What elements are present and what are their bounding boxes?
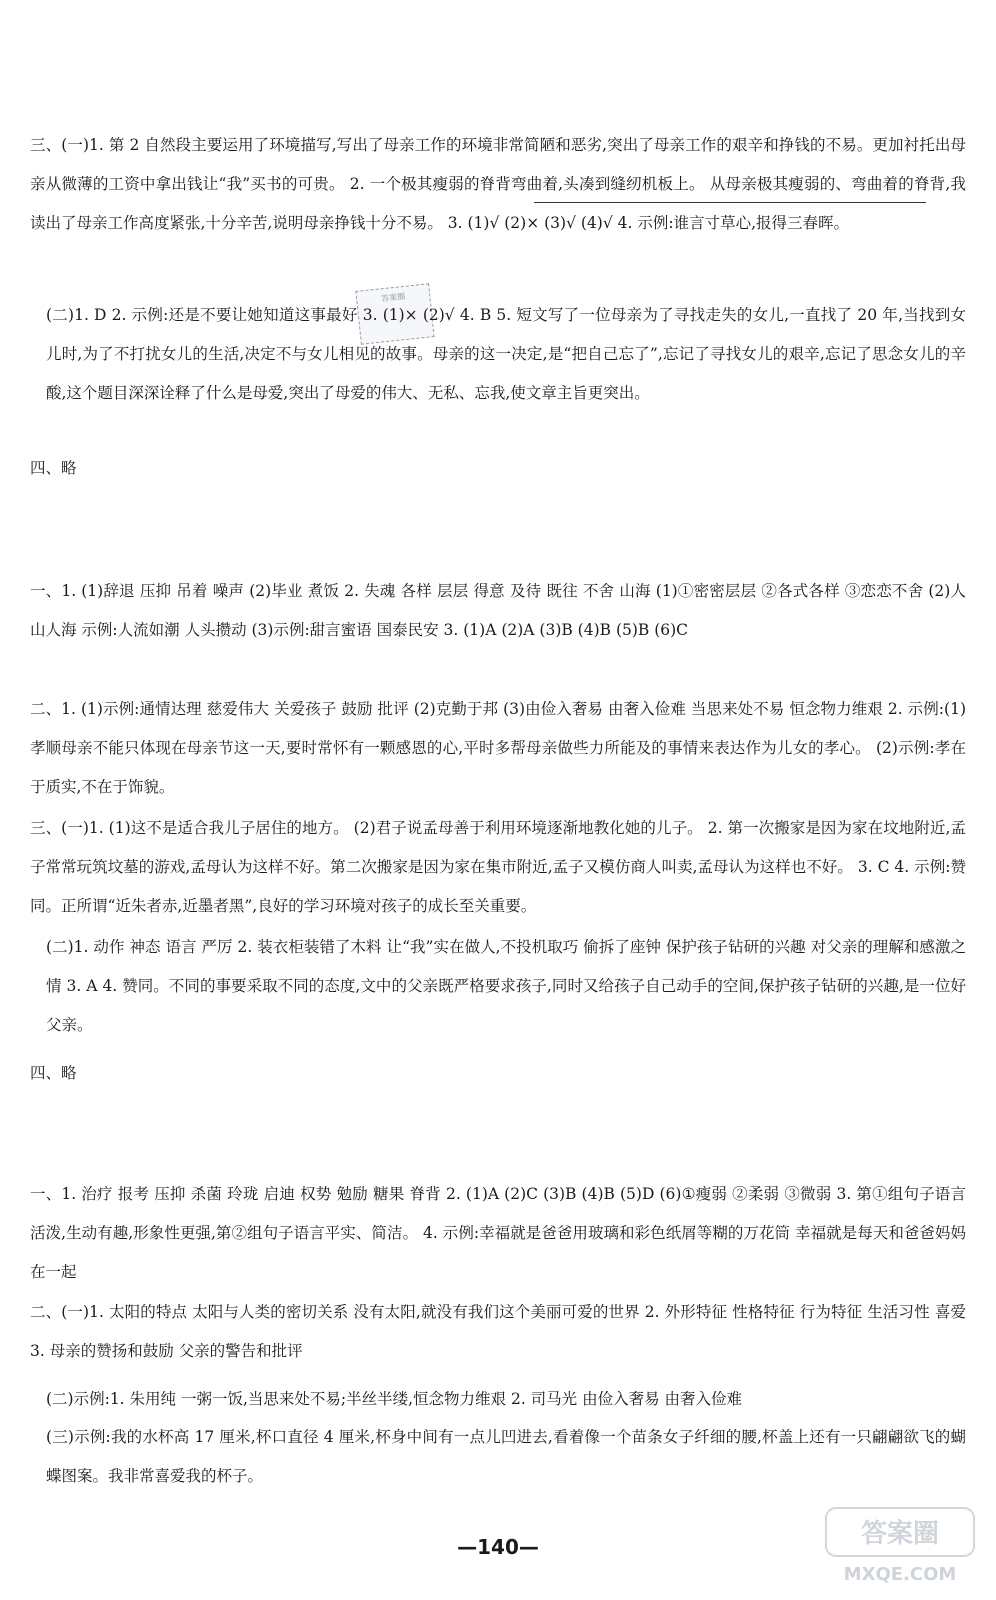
s3-p4: (三)示例:我的水杯高 17 厘米,杯口直径 4 厘米,杯身中间有一点儿凹进去,看着像一个苗条女子纤细的腰,杯盖上还有一只翩翩欲飞的蝴蝶图案。我非常喜爱我的杯子。	[46, 1428, 966, 1485]
s3-p2: 二、(一)1. 太阳的特点 太阳与人类的密切关系 没有太阳,就没有我们这个美丽可爱的世界 2. 外形特征 性格特征 行为特征 生活习性 喜爱 3. 母亲的赞扬和鼓励 父亲的警告和批评	[30, 1303, 966, 1360]
underline-answer	[534, 202, 926, 203]
watermark-sub: MXQE.COM	[843, 1564, 957, 1585]
s1-p1: 三、(一)1. 第 2 自然段主要运用了环境描写,写出了母亲工作的环境非常简陋和恶劣,突出了母亲工作的艰辛和挣钱的不易。更加衬托出母亲从微薄的工资中拿出钱让“我”买书的可贵。 2. 一个极其瘦弱的脊背弯曲着,头凑到缝纫机板上。 从母亲极其瘦弱的、弯曲着的脊背,我读出了母亲工作高度紧张,十分辛苦,说明母亲挣钱十分不易。 3. (1)√ (2)× (3)√ (4)√ 4. 示例:谁言寸草心,报得三春晖。	[30, 136, 966, 232]
watermark-logo	[820, 1500, 980, 1590]
s2-p4: (二)1. 动作 神态 语言 严厉 2. 装衣柜装错了木料 让“我”实在做人,不投机取巧 偷拆了座钟 保护孩子钻研的兴趣 对父亲的理解和感激之情 3. A 4. 赞同。不同的事要采取不同的态度,文中的父亲既严格要求孩子,同时又给孩子自己动手的空间,保护孩子钻研的兴趣,是一位好父亲。	[46, 938, 966, 1034]
s1-p3: 四、略	[30, 459, 77, 477]
s2-p2: 二、1. (1)示例:通情达理 慈爱伟大 关爱孩子 鼓励 批评 (2)克勤于邦 (3)由俭入奢易 由奢入俭难 当思来处不易 恒念物力维艰 2. 示例:(1)孝顺母亲不能只体现在母亲节这一天,要时常怀有一颗感恩的心,平时多帮母亲做些力所能及的事情来表达作为儿女的孝心。 (2)示例:孝在于质实,不在于饰貌。	[30, 700, 966, 796]
s1-p2: (二)1. D 2. 示例:还是不要让她知道这事最好 3. (1)× (2)√ 4. B 5. 短文写了一位母亲为了寻找走失的女儿,一直找了 20 年,当找到女儿时,为了不打扰女儿的生活,决定不与女儿相见的故事。母亲的这一决定,是“把自己忘了”,忘记了寻找女儿的艰辛,忘记了思念女儿的辛酸,这个题目深深诠释了什么是母爱,突出了母爱的伟大、无私、忘我,使文章主旨更突出。	[46, 306, 966, 402]
s3-p1: 一、1. 治疗 报考 压抑 杀菌 玲珑 启迪 权势 勉励 糖果 脊背 2. (1)A (2)C (3)B (4)B (5)D (6)①瘦弱 ②柔弱 ③微弱 3. 第①组句子语言活泼,生动有趣,形象性更强,第②组句子语言平实、简洁。 4. 示例:幸福就是爸爸用玻璃和彩色纸屑等糊的万花筒 幸福就是每天和爸爸妈妈在一起	[30, 1185, 966, 1281]
watermark-text: 答案圈	[860, 1519, 940, 1549]
page-number: —140—	[457, 1535, 539, 1559]
s2-p3: 三、(一)1. (1)这不是适合我儿子居住的地方。 (2)君子说孟母善于利用环境逐渐地教化她的儿子。 2. 第一次搬家是因为家在坟地附近,孟子常常玩筑坟墓的游戏,孟母认为这样不好。第二次搬家是因为家在集市附近,孟子又模仿商人叫卖,孟母认为这样也不好。 3. C 4. 示例:赞同。正所谓“近朱者赤,近墨者黑”,良好的学习环境对孩子的成长至关重要。	[30, 819, 966, 915]
s2-p1: 一、1. (1)辞退 压抑 吊着 噪声 (2)毕业 煮饭 2. 失魂 各样 层层 得意 及待 既往 不舍 山海 (1)①密密层层 ②各式各样 ③恋恋不舍 (2)人山人海 示例:人流如潮 人头攒动 (3)示例:甜言蜜语 国泰民安 3. (1)A (2)A (3)B (4)B (5)B (6)C	[30, 582, 966, 639]
s3-p3: (二)示例:1. 朱用纯 一粥一饭,当思来处不易;半丝半缕,恒念物力维艰 2. 司马光 由俭入奢易 由奢入俭难	[46, 1390, 743, 1408]
s2-p5: 四、略	[30, 1064, 77, 1082]
scan-stamp: 答案圈	[355, 283, 434, 344]
